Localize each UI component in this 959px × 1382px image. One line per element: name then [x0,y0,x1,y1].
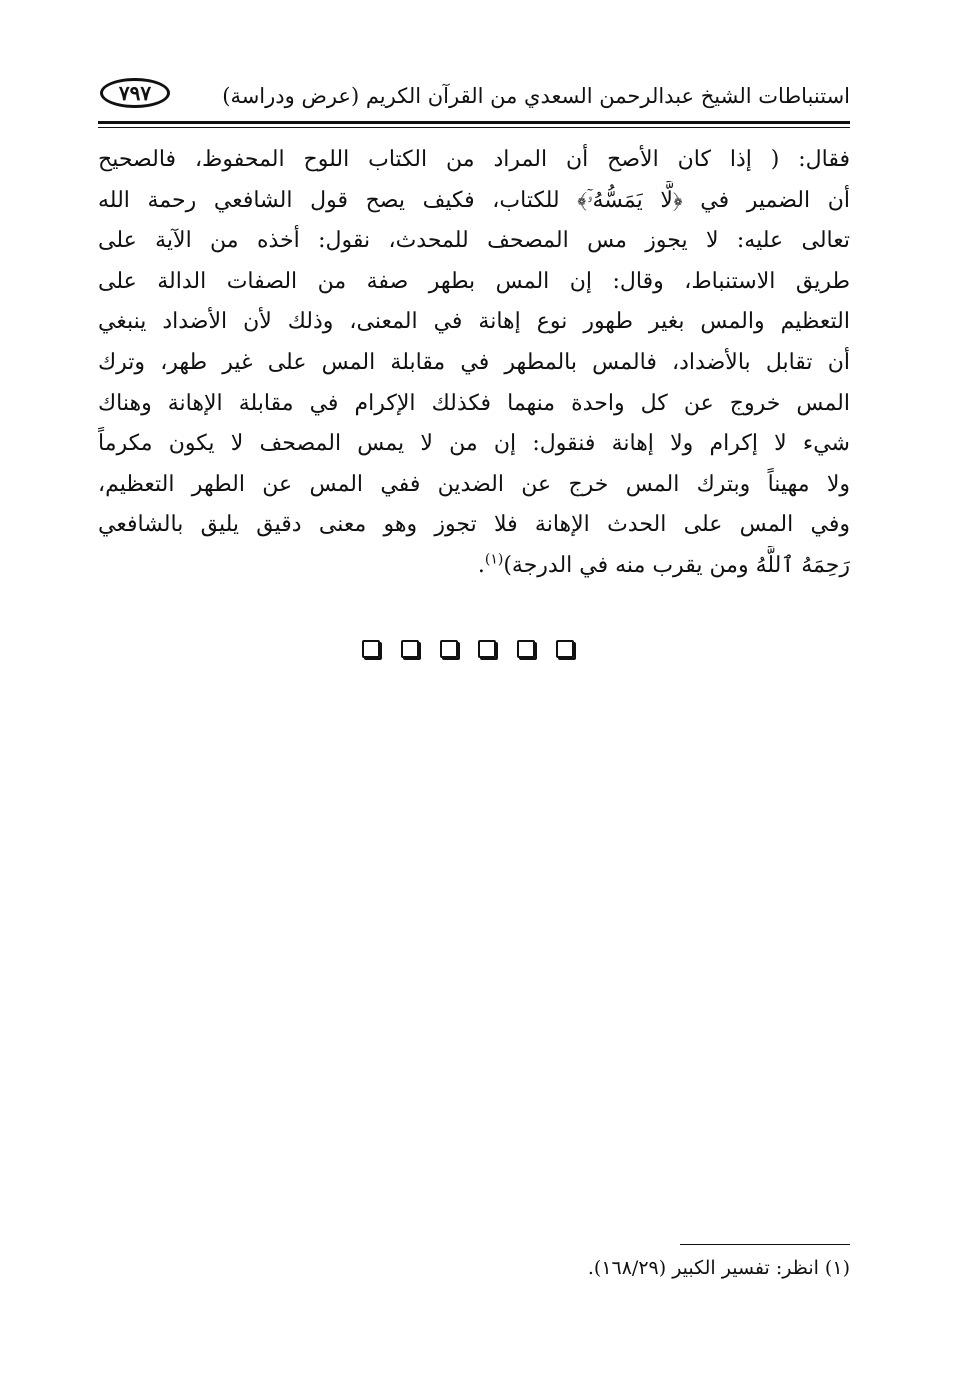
text-line: فقال: ( إذا كان الأصح أن المراد من الكتاب اللوح المحفوظ، فالصحيح [98,147,850,172]
header-rule-thin [98,127,850,128]
footnote-reference[interactable]: (١) [484,551,504,568]
text-line: وفي المس على الحدث الإهانة فلا تجوز وهو معنى دقيق يليق بالشافعي [98,512,850,538]
text-line: أن تقابل بالأضداد، فالمس بالمطهر في مقابلة المس على غير طهر، وترك [98,349,850,375]
main-text [98,140,850,587]
header-rule-thick [98,121,850,124]
separator-box-icon [478,640,496,658]
text-line: المس خروج عن كل واحدة منهما فكذلك الإكرام في مقابلة الإهانة وهناك [98,390,850,416]
text-line: طريق الاستنباط، وقال: إن المس بطهر صفة من الصفات الدالة على [98,268,850,294]
text-line: شيء لا إكرام ولا إهانة فنقول: إن من لا يمس المصحف لا يكون مكرماً [98,431,850,457]
text-line: تعالى عليه: لا يجوز مس المصحف للمحدث، نقول: أخذه من الآية على [98,228,850,254]
footnote-text: (١) انظر: تفسير الكبير (١٦٨/٢٩). [587,1257,850,1279]
text-line: التعظيم والمس بغير طهور نوع إهانة في المعنى، وذلك لأن الأضداد ينبغي [98,309,850,335]
text-line: ولا مهيناً وبترك المس خرج عن الضدين ففي المس عن الطهر التعظيم، [98,471,850,497]
last-line-text: رَحِمَهُ ٱللَّهُ ومن يقرب منه في الدرجة) [503,552,850,578]
header-title: استنباطات الشيخ عبدالرحمن السعدي من القرآن الكريم (عرض ودراسة) [222,84,850,108]
section-separator [362,640,574,664]
footnote-rule [680,1244,850,1245]
separator-box-icon [556,640,574,658]
page-number-badge: ٧٩٧ [100,78,170,108]
separator-box-icon [401,640,419,658]
running-header [98,72,850,120]
last-line-end: . [477,552,485,578]
text-line: أن الضمير في ﴿لَّا يَمَسُّهُۥٓ﴾ للكتاب، فكيف يصح قول الشافعي رحمة الله [98,187,850,213]
separator-box-icon [440,640,458,658]
text-line-last [98,546,850,587]
separator-box-icon [362,640,380,658]
separator-box-icon [517,640,535,658]
